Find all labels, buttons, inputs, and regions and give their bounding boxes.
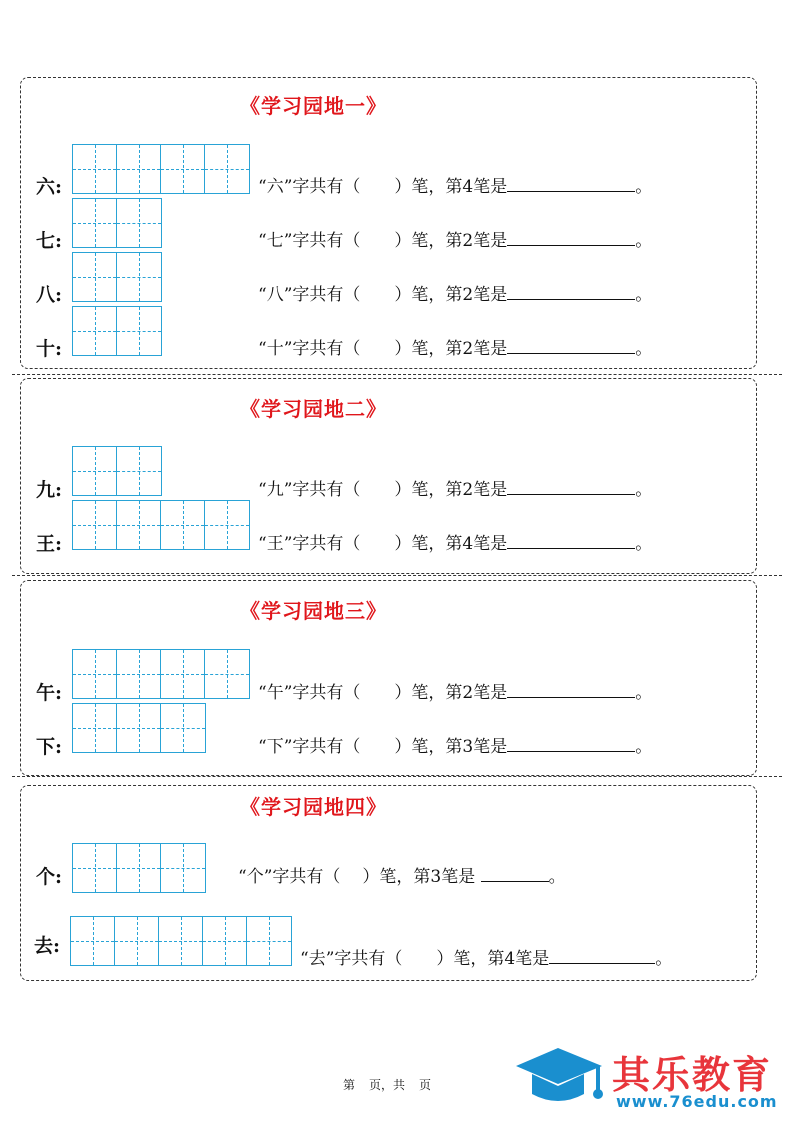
graduation-cap-icon — [512, 1042, 612, 1114]
writing-grid[interactable] — [72, 843, 206, 893]
answer-blank[interactable] — [507, 478, 635, 495]
cut-line — [12, 776, 782, 777]
character-label: 午: — [36, 682, 63, 704]
answer-blank[interactable] — [507, 337, 635, 354]
character-label: 八: — [36, 284, 63, 306]
section-title: 《学习园地三》 — [240, 599, 387, 623]
character-label: 下: — [36, 736, 63, 758]
cut-line — [12, 575, 782, 576]
question-text: “王”字共有（ ）笔，第4笔是 。 — [258, 534, 653, 554]
writing-grid[interactable] — [72, 703, 206, 753]
question-text: “去”字共有（ ）笔，第4笔是 。 — [300, 949, 673, 969]
section-title: 《学习园地二》 — [240, 397, 387, 421]
answer-blank[interactable] — [507, 681, 635, 698]
character-label: 九: — [36, 479, 63, 501]
question-text: “个”字共有（ ）笔，第3笔是 。 — [238, 867, 566, 887]
writing-grid[interactable] — [70, 916, 292, 966]
writing-grid[interactable] — [72, 500, 250, 550]
cut-line — [12, 374, 782, 375]
character-label: 去: — [34, 935, 61, 957]
answer-blank[interactable] — [549, 947, 655, 964]
question-text: “午”字共有（ ）笔，第2笔是 。 — [258, 683, 653, 703]
character-label: 王: — [36, 533, 63, 555]
answer-blank[interactable] — [507, 229, 635, 246]
writing-grid[interactable] — [72, 649, 250, 699]
question-text: “七”字共有（ ）笔，第2笔是 。 — [258, 231, 653, 251]
question-text: “八”字共有（ ）笔，第2笔是 。 — [258, 285, 653, 305]
page-footer: 第 页，共 页 — [343, 1078, 432, 1092]
brand-logo — [512, 1042, 788, 1114]
section-title: 《学习园地一》 — [240, 94, 387, 118]
brand-url: www.76edu.com — [616, 1092, 778, 1111]
writing-grid[interactable] — [72, 306, 162, 356]
answer-blank[interactable] — [481, 865, 549, 882]
character-label: 十: — [36, 338, 63, 360]
writing-grid[interactable] — [72, 446, 162, 496]
section-title: 《学习园地四》 — [240, 795, 387, 819]
question-text: “九”字共有（ ）笔，第2笔是 。 — [258, 480, 653, 500]
answer-blank[interactable] — [507, 283, 635, 300]
character-label: 六: — [36, 176, 63, 198]
answer-blank[interactable] — [507, 175, 635, 192]
answer-blank[interactable] — [507, 532, 635, 549]
writing-grid[interactable] — [72, 144, 250, 194]
question-text: “十”字共有（ ）笔，第2笔是 。 — [258, 339, 653, 359]
answer-blank[interactable] — [507, 735, 635, 752]
writing-grid[interactable] — [72, 198, 162, 248]
brand-name: 其乐教育 — [612, 1053, 773, 1097]
character-label: 个: — [36, 866, 63, 888]
question-text: “下”字共有（ ）笔，第3笔是 。 — [258, 737, 653, 757]
character-label: 七: — [36, 230, 63, 252]
question-text: “六”字共有（ ）笔，第4笔是 。 — [258, 177, 653, 197]
writing-grid[interactable] — [72, 252, 162, 302]
